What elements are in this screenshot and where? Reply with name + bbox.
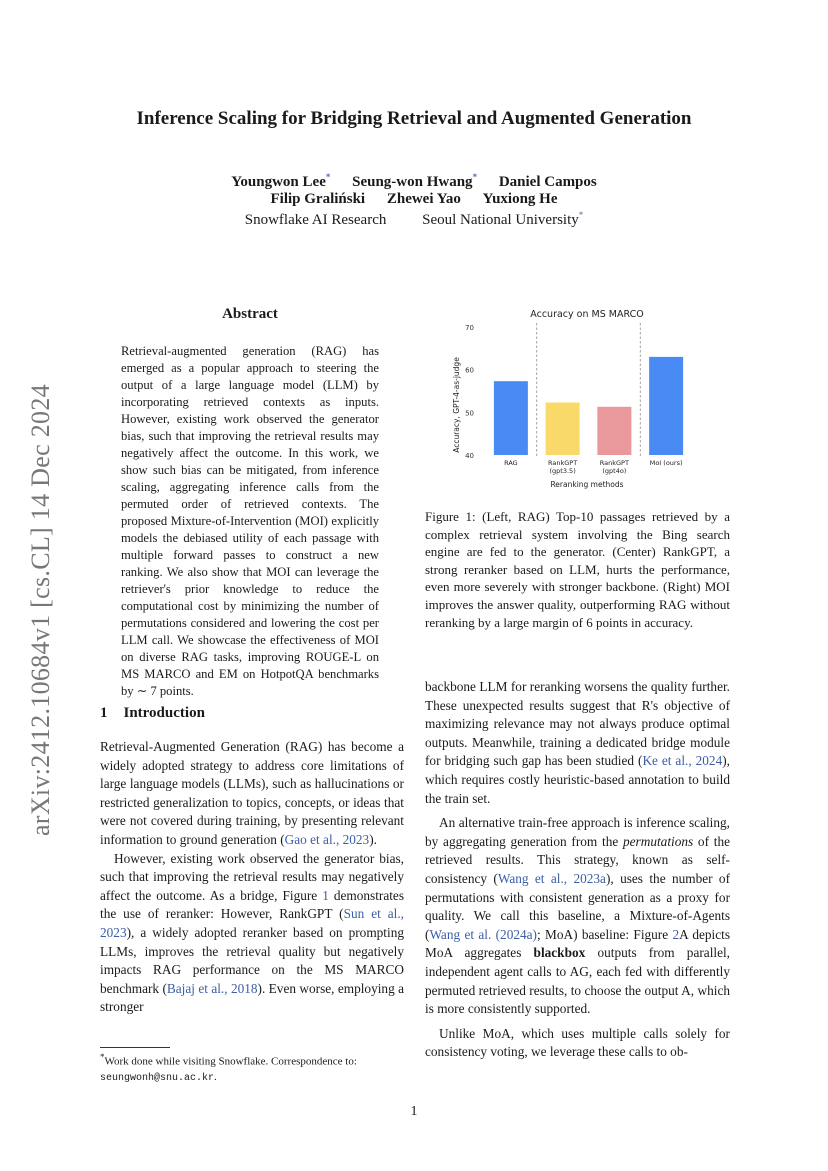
paper-title: Inference Scaling for Bridging Retrieval and Augmented Generation	[136, 108, 692, 129]
intro-paragraph-1: Retrieval-Augmented Generation (RAG) has become a widely adopted strategy to address core limitations of large language models (LLMs), such as hallucinations or restricted generalization to topics, concepts, or ideas that were not covered during training, by presenting relevant information to ground generation (Gao et al., 2023).	[100, 739, 404, 847]
chart-ytick-label: 50	[465, 409, 474, 418]
section-heading: 1 Introduction	[100, 705, 205, 721]
chart-category-label: MoI (ours)	[649, 459, 683, 467]
chart-ylabel: Accuracy, GPT-4-as-judge	[452, 357, 461, 453]
author: Yuxiong He	[482, 191, 558, 207]
author: Daniel Campos	[498, 174, 597, 190]
author: Youngwon Lee*	[231, 172, 331, 190]
chart-category-label: RAG	[504, 459, 518, 467]
chart-ytick-label: 60	[465, 366, 474, 375]
figure-link[interactable]: 2	[672, 926, 680, 942]
chart-category-label: (gpt3.5)	[549, 467, 576, 475]
chart-category-label: RankGPT	[599, 459, 629, 467]
chart-category-label: RankGPT	[548, 459, 578, 467]
author: Filip Graliński	[270, 191, 366, 207]
affiliation: Seoul National University*	[422, 210, 584, 228]
figure-caption: Figure 1: (Left, RAG) Top-10 passages retrieved by a complex retrieval system involving the Bing search engine are fed to the generator. (Center) RankGPT, a strong reranker based on LLM, hurts the performance, even more severely with stronger backbone. (Right) MOI improves the answer quality, outperforming RAG without reranking by a large margin of 6 points in accuracy.	[425, 509, 730, 630]
author: Seung-won Hwang*	[352, 172, 478, 190]
author: Zhewei Yao	[386, 191, 461, 207]
arxiv-side-label: arXiv:2412.10684v1 [cs.CL] 14 Dec 2024	[26, 384, 55, 836]
figure-link[interactable]: 1	[322, 887, 329, 903]
chart-bar	[597, 407, 631, 455]
abstract-heading: Abstract	[222, 306, 278, 322]
footnote-rule	[100, 1047, 170, 1048]
email-link[interactable]: seungwonh@snu.ac.kr	[100, 1072, 215, 1084]
citation-link[interactable]: Wang et al., 2023a	[497, 870, 606, 886]
citation-link[interactable]: Ke et al., 2024	[642, 753, 723, 769]
chart-bar	[546, 403, 580, 455]
chart-ytick-label: 70	[465, 324, 474, 332]
chart-bar	[649, 357, 683, 455]
intro-paragraph-2: However, existing work observed the generator bias, such that improving the retrieval results may negatively affect the outcome. As a bridge, Figure 1 demonstrates the use of reranker: However, RankGPT (Sun et al., 2023), a widely adopted reranker based on prompting LLMs, improves the retrieval quality but negatively impacts RAG performance on the MS MARCO benchmark (Bajaj et al., 2018). Even worse, employing a stronger	[100, 850, 405, 1015]
intro-left-column	[100, 738, 404, 1017]
authors-line-2	[0, 191, 828, 208]
right-paragraph-2: An alternative train-free approach is inference scaling, by aggregating generation from the permutations of the retrieved results. This strategy, known as self-consistency (Wang et al., 2023a), uses the number of permutations with consistent generation as a proxy for quality. We call this baseline, a Mixture-of-Agents (Wang et al. (2024a); MoA) baseline: Figure 2A depicts MoA aggregates blackbox outputs from parallel, independent agent calls to AG, each fed with differently permuted retrieved results, to choose the output A, which is more consistently supported.	[425, 815, 731, 1017]
citation-link[interactable]: Bajaj et al., 2018	[166, 980, 258, 996]
accuracy-chart	[440, 303, 700, 493]
chart-bar	[494, 381, 528, 455]
chart-title: Accuracy on MS MARCO	[530, 309, 644, 320]
chart-category-label: (gpt4o)	[602, 467, 627, 475]
footnote: *Work done while visiting Snowflake. Correspondence to: seungwonh@snu.ac.kr.	[100, 1052, 357, 1084]
intro-right-column	[425, 678, 730, 1062]
chart-xlabel: Reranking methods	[550, 480, 624, 489]
citation-link[interactable]: Wang et al. (2024a)	[429, 926, 537, 942]
abstract-text: Retrieval-augmented generation (RAG) has emerged as a popular approach to steering the output of a large language model (LLM) by incorporating retrieved contexts as inputs. However, existing work observed the generator bias, such that improving the retrieval results may negatively affect the outcome. In this work, we show such bias can be mitigated, from inference scaling, aggregating inference calls from the permuted order of retrieved contexts. The proposed Mixture-of-Intervention (MOI) explicitly models the debiased utility of each passage with multiple forward passes to construct a new ranking. We also show that MOI can leverage the retriever's prior knowledge to reduce the computational cost by minimizing the number of permutations considered and lowering the cost per LLM call. We showcase the effectiveness of MOI on diverse RAG tasks, improving ROUGE-L on MS MARCO and EM on HotpotQA benchmarks by ∼ 7 points.	[121, 344, 379, 698]
affiliations	[0, 210, 828, 229]
right-paragraph-1: backbone LLM for reranking worsens the quality further. These unexpected results suggest that R's objective of maximizing relevance may not always produce optimal outputs. Meanwhile, training a dedicated bridge module for bridging such gap has been studied (Ke et al., 2024), which requires costly heuristic-based annotation to build the train set.	[425, 679, 730, 806]
affiliation: Snowflake AI Research	[244, 212, 387, 228]
authors-line-1	[0, 172, 828, 191]
right-paragraph-3: Unlike MoA, which uses multiple calls solely for consistency voting, we leverage these calls to ob-	[425, 1025, 730, 1060]
page-number: 1	[410, 1104, 418, 1119]
citation-link[interactable]: Gao et al., 2023	[284, 831, 370, 847]
citation-link[interactable]: Sun et al., 2023	[100, 906, 404, 940]
chart-ytick-label: 40	[465, 452, 474, 460]
